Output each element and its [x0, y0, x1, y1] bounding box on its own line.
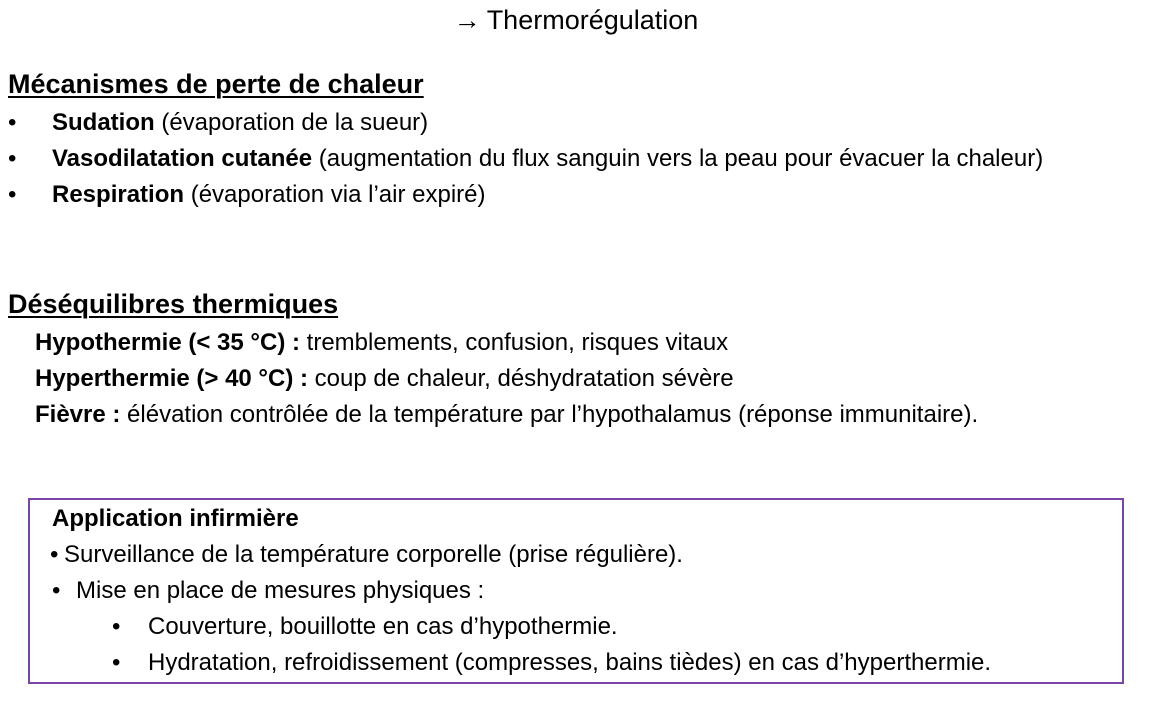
nursing-list: [50, 537, 1120, 681]
list-item: [8, 105, 1128, 141]
list-item-desc: coup de chaleur, déshydratation sévère: [308, 365, 734, 392]
heat-loss-list: [8, 105, 1128, 213]
list-item-desc: (évaporation de la sueur): [154, 109, 429, 136]
list-item: [50, 573, 1120, 609]
list-item: [8, 141, 1128, 177]
list-item: [35, 325, 1145, 361]
bullet-icon: •: [112, 613, 121, 640]
list-item-desc: tremblements, confusion, risques vitaux: [299, 329, 729, 356]
arrow-right-icon: →: [453, 5, 481, 35]
list-item-term: Respiration: [52, 181, 185, 208]
list-item-desc: (augmentation du flux sanguin vers la peau pour évacuer la chaleur): [312, 145, 1044, 172]
bullet-icon: •: [8, 109, 17, 136]
sub-list-item: [50, 609, 1120, 645]
list-item-text: Mise en place de mesures physiques :: [76, 577, 485, 604]
list-item-term: Hyperthermie (> 40 °C) :: [35, 365, 309, 392]
list-item: [8, 177, 1128, 213]
bullet-icon: •: [8, 181, 17, 208]
list-item-term: Vasodilatation cutanée: [52, 145, 313, 172]
sub-list-item-text: Couverture, bouillotte en cas d’hypothermie.: [148, 613, 618, 640]
imbalances-heading: Déséquilibres thermiques: [8, 289, 339, 319]
sub-list-item: [50, 645, 1120, 681]
list-item: [50, 537, 1120, 573]
imbalances-list: [35, 325, 1145, 433]
bullet-icon: •: [112, 649, 121, 676]
list-item: [35, 361, 1145, 397]
page-title: [0, 2, 1152, 38]
bullet-icon: •: [52, 577, 61, 604]
page-title-text: Thermorégulation: [486, 5, 699, 35]
list-item-desc: élévation contrôlée de la température par l’hypothalamus (réponse immunitaire).: [120, 401, 979, 428]
sub-list-item-text: Hydratation, refroidissement (compresses, bains tièdes) en cas d’hyperthermie.: [148, 649, 992, 676]
list-item-term: Fièvre :: [35, 401, 121, 428]
bullet-icon: •: [50, 541, 59, 568]
list-item-desc: (évaporation via l’air expiré): [184, 181, 486, 208]
list-item-term: Hypothermie (< 35 °C) :: [35, 329, 300, 356]
list-item-text: Surveillance de la température corporelle (prise régulière).: [64, 541, 683, 568]
nursing-box-title: Application infirmière: [52, 505, 299, 532]
list-item-term: Sudation: [52, 109, 155, 136]
nursing-application-box: [28, 498, 1124, 684]
list-item: [35, 397, 1145, 433]
bullet-icon: •: [8, 145, 17, 172]
heat-loss-heading: Mécanismes de perte de chaleur: [8, 69, 424, 99]
